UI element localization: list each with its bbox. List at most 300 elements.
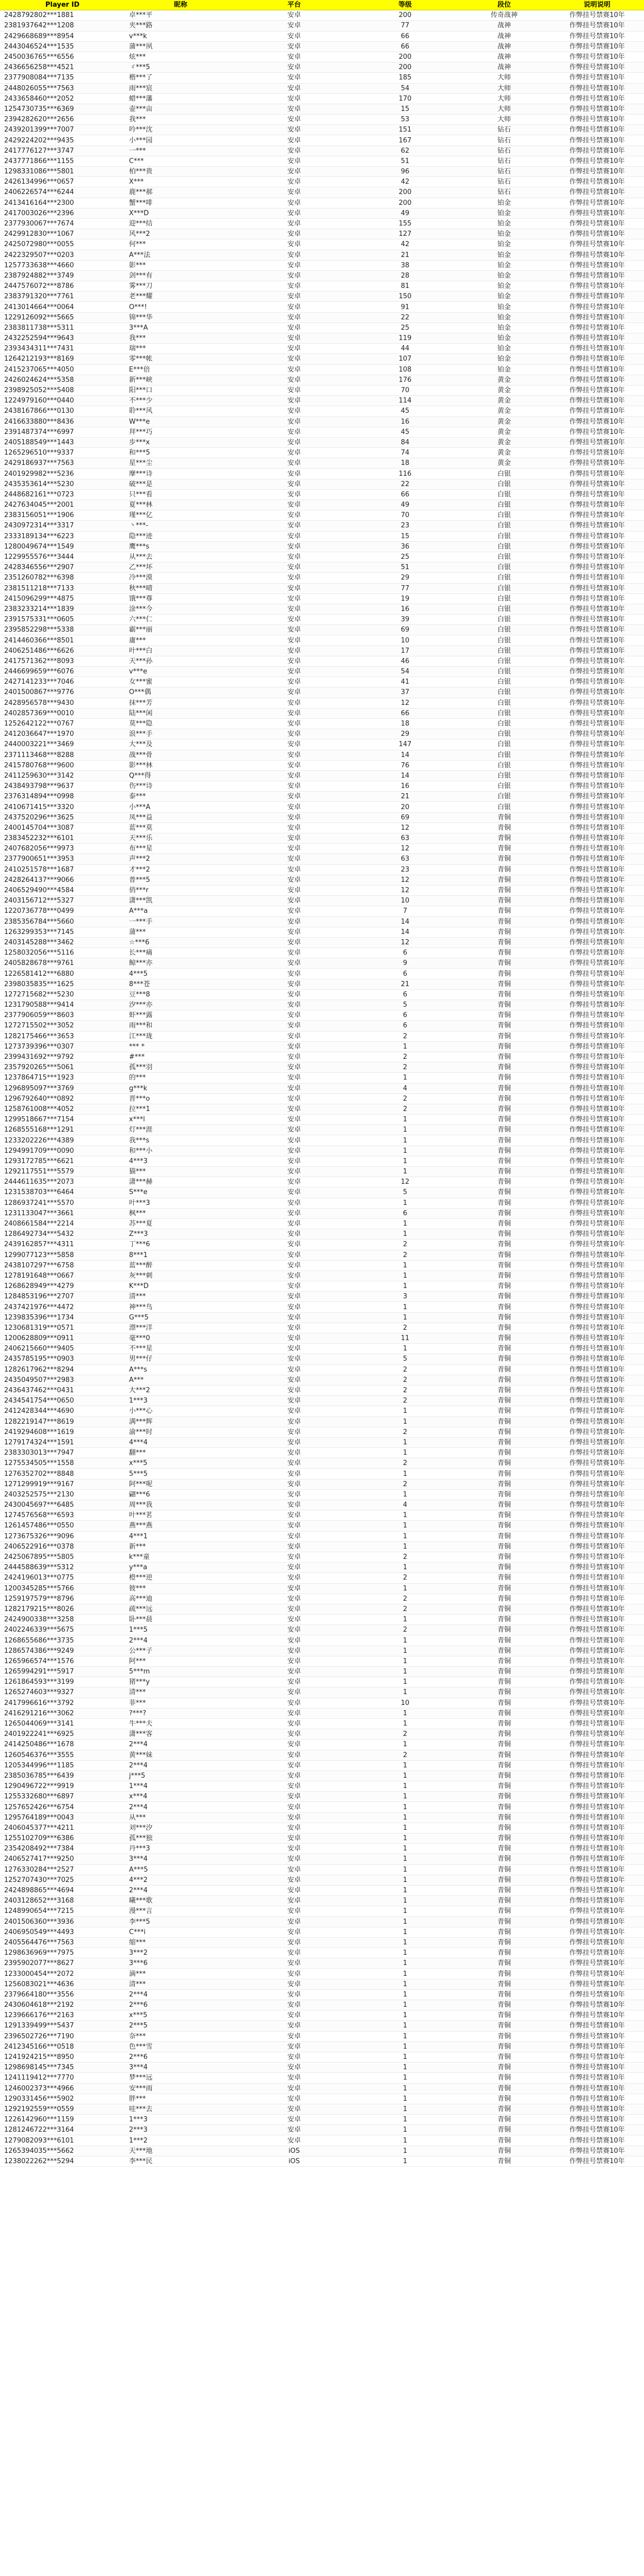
cell-nickname[interactable]: 渝***时 — [125, 1427, 236, 1437]
cell-note[interactable]: 作弊挂号禁赛10年 — [550, 1448, 644, 1458]
cell-note[interactable]: 作弊挂号禁赛10年 — [550, 2041, 644, 2052]
cell-rank[interactable]: 青铜 — [458, 1583, 550, 1593]
cell-rank[interactable]: 青铜 — [458, 916, 550, 927]
cell-player-id[interactable]: 2438167866***0130 — [0, 406, 125, 416]
cell-nickname[interactable]: 从*** — [125, 1812, 236, 1823]
cell-level[interactable]: 1 — [352, 1563, 458, 1573]
cell-level[interactable]: 1 — [352, 1667, 458, 1677]
table-row[interactable] — [0, 218, 644, 229]
cell-platform[interactable]: 安卓 — [236, 1469, 352, 1479]
cell-note[interactable]: 作弊挂号禁赛10年 — [550, 1469, 644, 1479]
cell-note[interactable]: 作弊挂号禁赛10年 — [550, 1260, 644, 1270]
cell-note[interactable]: 作弊挂号禁赛10年 — [550, 1031, 644, 1041]
cell-rank[interactable]: 白银 — [458, 770, 550, 781]
table-row[interactable] — [0, 1615, 644, 1625]
table-row[interactable] — [0, 1385, 644, 1395]
cell-player-id[interactable]: 2428956578***9430 — [0, 698, 125, 708]
cell-note[interactable]: 作弊挂号禁赛10年 — [550, 1698, 644, 1708]
cell-platform[interactable]: 安卓 — [236, 10, 352, 21]
cell-note[interactable]: 作弊挂号禁赛10年 — [550, 1385, 644, 1395]
cell-note[interactable]: 作弊挂号禁赛10年 — [550, 437, 644, 447]
cell-rank[interactable]: 白银 — [458, 531, 550, 541]
cell-note[interactable]: 作弊挂号禁赛10年 — [550, 469, 644, 479]
cell-player-id[interactable]: 1291339499***5437 — [0, 2021, 125, 2031]
cell-player-id[interactable]: 1200628809***0911 — [0, 1333, 125, 1344]
cell-platform[interactable]: 安卓 — [236, 396, 352, 406]
cell-platform[interactable]: 安卓 — [236, 385, 352, 395]
cell-rank[interactable]: 青铜 — [458, 1604, 550, 1614]
cell-platform[interactable]: 安卓 — [236, 1052, 352, 1062]
cell-player-id[interactable]: 2354208492***7384 — [0, 1844, 125, 1854]
cell-player-id[interactable]: 2429668689***8954 — [0, 31, 125, 41]
cell-player-id[interactable]: 2393434311***7431 — [0, 344, 125, 354]
cell-note[interactable]: 作弊挂号禁赛10年 — [550, 1177, 644, 1187]
cell-player-id[interactable]: 1298331086***5801 — [0, 167, 125, 177]
cell-nickname[interactable]: ☆***6 — [125, 937, 236, 947]
cell-rank[interactable]: 青铜 — [458, 1292, 550, 1302]
cell-rank[interactable]: 青铜 — [458, 1312, 550, 1323]
cell-note[interactable]: 作弊挂号禁赛10年 — [550, 687, 644, 698]
cell-nickname[interactable]: 男***仔 — [125, 1354, 236, 1364]
table-row[interactable] — [0, 83, 644, 93]
cell-note[interactable]: 作弊挂号禁赛10年 — [550, 396, 644, 406]
cell-player-id[interactable]: 2381511218***7133 — [0, 583, 125, 593]
cell-level[interactable]: 38 — [352, 260, 458, 270]
cell-nickname[interactable]: 破***是 — [125, 479, 236, 489]
cell-platform[interactable]: 安卓 — [236, 1364, 352, 1375]
cell-note[interactable]: 作弊挂号禁赛10年 — [550, 1792, 644, 1802]
cell-rank[interactable]: 青铜 — [458, 1083, 550, 1093]
table-row[interactable] — [0, 625, 644, 635]
cell-level[interactable]: 155 — [352, 218, 458, 229]
cell-nickname[interactable]: 霸***丽 — [125, 625, 236, 635]
table-row[interactable] — [0, 1052, 644, 1062]
cell-rank[interactable]: 青铜 — [458, 1979, 550, 1989]
cell-rank[interactable]: 青铜 — [458, 1375, 550, 1385]
table-row[interactable] — [0, 885, 644, 895]
cell-level[interactable]: 7 — [352, 906, 458, 916]
cell-level[interactable]: 69 — [352, 625, 458, 635]
cell-level[interactable]: 29 — [352, 573, 458, 583]
cell-note[interactable]: 作弊挂号禁赛10年 — [550, 2094, 644, 2104]
cell-platform[interactable]: 安卓 — [236, 1583, 352, 1593]
table-row[interactable] — [0, 896, 644, 906]
cell-level[interactable]: 18 — [352, 458, 458, 469]
cell-level[interactable]: 1 — [352, 1917, 458, 1927]
cell-level[interactable]: 1 — [352, 1656, 458, 1666]
cell-rank[interactable]: 青铜 — [458, 2041, 550, 2052]
table-row[interactable] — [0, 1437, 644, 1447]
cell-rank[interactable]: 青铜 — [458, 823, 550, 833]
cell-note[interactable]: 作弊挂号禁赛10年 — [550, 1521, 644, 1531]
cell-platform[interactable]: 安卓 — [236, 1187, 352, 1198]
cell-rank[interactable]: 青铜 — [458, 1260, 550, 1270]
cell-note[interactable]: 作弊挂号禁赛10年 — [550, 2104, 644, 2114]
cell-nickname[interactable]: C***i — [125, 1927, 236, 1937]
cell-platform[interactable]: 安卓 — [236, 1489, 352, 1500]
cell-level[interactable]: 63 — [352, 854, 458, 864]
cell-note[interactable]: 作弊挂号禁赛10年 — [550, 208, 644, 218]
cell-player-id[interactable]: 1257733638***4660 — [0, 260, 125, 270]
table-row[interactable] — [0, 1292, 644, 1302]
cell-platform[interactable]: 安卓 — [236, 1448, 352, 1458]
cell-level[interactable]: 1 — [352, 1635, 458, 1646]
table-row[interactable] — [0, 1573, 644, 1583]
cell-level[interactable]: 51 — [352, 562, 458, 573]
cell-note[interactable]: 作弊挂号禁赛10年 — [550, 229, 644, 239]
cell-player-id[interactable]: 2426134996***0657 — [0, 177, 125, 187]
table-row[interactable] — [0, 802, 644, 812]
table-row[interactable] — [0, 187, 644, 198]
cell-note[interactable]: 作弊挂号禁赛10年 — [550, 1312, 644, 1323]
cell-player-id[interactable]: 2425072980***0055 — [0, 239, 125, 250]
cell-platform[interactable]: 安卓 — [236, 562, 352, 573]
cell-nickname[interactable]: 牛***夫 — [125, 1718, 236, 1729]
cell-platform[interactable]: 安卓 — [236, 270, 352, 281]
cell-player-id[interactable]: 1292192559***0559 — [0, 2104, 125, 2114]
cell-note[interactable]: 作弊挂号禁赛10年 — [550, 385, 644, 395]
cell-platform[interactable]: 安卓 — [236, 916, 352, 927]
cell-platform[interactable]: 安卓 — [236, 1604, 352, 1614]
cell-player-id[interactable]: 1255332680***6897 — [0, 1792, 125, 1802]
cell-level[interactable]: 2 — [352, 1250, 458, 1260]
cell-nickname[interactable]: 莫***隐 — [125, 718, 236, 729]
cell-level[interactable]: 1 — [352, 1260, 458, 1270]
cell-nickname[interactable]: 剑***有 — [125, 270, 236, 281]
cell-rank[interactable]: 青铜 — [458, 2063, 550, 2073]
cell-rank[interactable]: 白银 — [458, 656, 550, 666]
table-row[interactable] — [0, 1563, 644, 1573]
cell-platform[interactable]: 安卓 — [236, 2010, 352, 2021]
cell-player-id[interactable]: 1265966574***1576 — [0, 1656, 125, 1666]
cell-player-id[interactable]: 1279082093***6101 — [0, 2135, 125, 2146]
cell-note[interactable]: 作弊挂号禁赛10年 — [550, 1844, 644, 1854]
cell-level[interactable]: 1 — [352, 1864, 458, 1875]
cell-rank[interactable]: 青铜 — [458, 1896, 550, 1906]
cell-player-id[interactable]: 2448682161***0723 — [0, 489, 125, 500]
cell-note[interactable]: 作弊挂号禁赛10年 — [550, 2156, 644, 2166]
cell-note[interactable]: 作弊挂号禁赛10年 — [550, 510, 644, 521]
cell-platform[interactable]: 安卓 — [236, 1802, 352, 1812]
table-row[interactable] — [0, 2125, 644, 2135]
table-row[interactable] — [0, 1500, 644, 1510]
cell-note[interactable]: 作弊挂号禁赛10年 — [550, 1416, 644, 1427]
cell-rank[interactable]: 青铜 — [458, 2000, 550, 2010]
cell-note[interactable]: 作弊挂号禁赛10年 — [550, 948, 644, 958]
cell-rank[interactable]: 白银 — [458, 521, 550, 531]
table-row[interactable] — [0, 1740, 644, 1750]
cell-platform[interactable]: 安卓 — [236, 1406, 352, 1416]
cell-level[interactable]: 41 — [352, 677, 458, 687]
cell-player-id[interactable]: 1263299353***7145 — [0, 927, 125, 937]
cell-rank[interactable]: 青铜 — [458, 2083, 550, 2094]
cell-player-id[interactable]: 2357920265***5061 — [0, 1062, 125, 1073]
cell-player-id[interactable]: 2438107297***6758 — [0, 1260, 125, 1270]
table-row[interactable] — [0, 2104, 644, 2114]
cell-rank[interactable]: 青铜 — [458, 2104, 550, 2114]
cell-note[interactable]: 作弊挂号禁赛10年 — [550, 239, 644, 250]
cell-player-id[interactable]: 2391487374***6997 — [0, 427, 125, 437]
cell-player-id[interactable]: 2429224202***9435 — [0, 135, 125, 146]
cell-note[interactable]: 作弊挂号禁赛10年 — [550, 1010, 644, 1021]
cell-rank[interactable]: 铂金 — [458, 323, 550, 333]
cell-nickname[interactable]: 孤***羽 — [125, 1062, 236, 1073]
cell-player-id[interactable]: 1233202226***4389 — [0, 1135, 125, 1146]
cell-platform[interactable]: 安卓 — [236, 864, 352, 875]
cell-nickname[interactable]: 抹***芳 — [125, 698, 236, 708]
cell-player-id[interactable]: 2430972314***3317 — [0, 521, 125, 531]
cell-level[interactable]: 2 — [352, 1062, 458, 1073]
cell-level[interactable]: 22 — [352, 312, 458, 323]
cell-nickname[interactable]: 3***A — [125, 323, 236, 333]
cell-level[interactable]: 6 — [352, 1208, 458, 1218]
cell-level[interactable]: 18 — [352, 718, 458, 729]
table-row[interactable] — [0, 969, 644, 979]
cell-nickname[interactable]: 满***辉 — [125, 1416, 236, 1427]
cell-nickname[interactable]: 2***6 — [125, 2052, 236, 2062]
table-row[interactable] — [0, 396, 644, 406]
table-row[interactable] — [0, 989, 644, 1000]
table-row[interactable] — [0, 1073, 644, 1083]
table-row[interactable] — [0, 1750, 644, 1760]
cell-nickname[interactable]: 2***4 — [125, 1885, 236, 1895]
cell-rank[interactable]: 青铜 — [458, 1667, 550, 1677]
cell-level[interactable]: 1 — [352, 1677, 458, 1687]
cell-nickname[interactable]: 李***民 — [125, 2156, 236, 2166]
cell-nickname[interactable]: 2***4 — [125, 1760, 236, 1770]
table-row[interactable] — [0, 250, 644, 260]
cell-platform[interactable]: 安卓 — [236, 135, 352, 146]
cell-nickname[interactable]: 晋***o — [125, 1093, 236, 1104]
cell-note[interactable]: 作弊挂号禁赛10年 — [550, 1427, 644, 1437]
table-row[interactable] — [0, 1208, 644, 1218]
table-row[interactable] — [0, 1167, 644, 1177]
cell-level[interactable]: 1 — [352, 1041, 458, 1052]
cell-player-id[interactable]: 2428264137***9066 — [0, 875, 125, 885]
cell-nickname[interactable]: 陆***闲 — [125, 708, 236, 718]
table-row[interactable] — [0, 1760, 644, 1770]
cell-note[interactable]: 作弊挂号禁赛10年 — [550, 500, 644, 510]
table-row[interactable] — [0, 1031, 644, 1041]
table-row[interactable] — [0, 1593, 644, 1604]
cell-platform[interactable]: 安卓 — [236, 615, 352, 625]
table-row[interactable] — [0, 1115, 644, 1125]
cell-player-id[interactable]: 2411259630***3142 — [0, 770, 125, 781]
table-row[interactable] — [0, 2010, 644, 2021]
cell-nickname[interactable]: 汐***亦 — [125, 1000, 236, 1010]
cell-rank[interactable]: 青铜 — [458, 2146, 550, 2156]
cell-player-id[interactable]: 2429186937***7563 — [0, 458, 125, 469]
cell-rank[interactable]: 白银 — [458, 510, 550, 521]
cell-rank[interactable]: 青铜 — [458, 2031, 550, 2041]
table-row[interactable] — [0, 41, 644, 52]
cell-note[interactable]: 作弊挂号禁赛10年 — [550, 698, 644, 708]
cell-level[interactable]: 5 — [352, 1354, 458, 1364]
cell-player-id[interactable]: 1220736778***0499 — [0, 906, 125, 916]
cell-platform[interactable]: 安卓 — [236, 1292, 352, 1302]
cell-nickname[interactable]: 漫***言 — [125, 1906, 236, 1917]
cell-player-id[interactable]: 2443046524***1535 — [0, 41, 125, 52]
cell-player-id[interactable]: 2444588639***5312 — [0, 1563, 125, 1573]
cell-nickname[interactable]: 安***雨 — [125, 2083, 236, 2094]
cell-platform[interactable]: 安卓 — [236, 1833, 352, 1844]
cell-platform[interactable]: 安卓 — [236, 1083, 352, 1093]
cell-rank[interactable]: 青铜 — [458, 1521, 550, 1531]
cell-nickname[interactable]: 神***鸟 — [125, 1302, 236, 1312]
cell-nickname[interactable]: 小***园 — [125, 135, 236, 146]
cell-player-id[interactable]: 2406251486***6626 — [0, 646, 125, 656]
cell-player-id[interactable]: 2416633880***8436 — [0, 416, 125, 427]
table-row[interactable] — [0, 2146, 644, 2156]
cell-rank[interactable]: 青铜 — [458, 1510, 550, 1521]
cell-level[interactable]: 176 — [352, 375, 458, 385]
cell-platform[interactable]: 安卓 — [236, 323, 352, 333]
cell-note[interactable]: 作弊挂号禁赛10年 — [550, 1208, 644, 1218]
cell-player-id[interactable]: 2391575331***0605 — [0, 615, 125, 625]
cell-player-id[interactable]: 2417571362***8093 — [0, 656, 125, 666]
cell-platform[interactable]: 安卓 — [236, 2063, 352, 2073]
cell-level[interactable]: 108 — [352, 364, 458, 375]
cell-platform[interactable]: 安卓 — [236, 218, 352, 229]
cell-nickname[interactable]: 曦***歌 — [125, 1896, 236, 1906]
cell-level[interactable]: 74 — [352, 448, 458, 458]
cell-rank[interactable]: 白银 — [458, 646, 550, 656]
cell-player-id[interactable]: 1265274603***9327 — [0, 1687, 125, 1698]
cell-note[interactable]: 作弊挂号禁赛10年 — [550, 1531, 644, 1541]
cell-rank[interactable]: 铂金 — [458, 292, 550, 302]
cell-note[interactable]: 作弊挂号禁赛10年 — [550, 604, 644, 614]
cell-level[interactable]: 1 — [352, 1615, 458, 1625]
cell-rank[interactable]: 白银 — [458, 562, 550, 573]
cell-note[interactable]: 作弊挂号禁赛10年 — [550, 2125, 644, 2135]
cell-player-id[interactable]: 1237864715***1923 — [0, 1073, 125, 1083]
cell-level[interactable]: 6 — [352, 969, 458, 979]
table-row[interactable] — [0, 1062, 644, 1073]
cell-level[interactable]: 42 — [352, 239, 458, 250]
cell-note[interactable]: 作弊挂号禁赛10年 — [550, 1135, 644, 1146]
cell-player-id[interactable]: 2377906059***8603 — [0, 1010, 125, 1021]
cell-rank[interactable]: 白银 — [458, 635, 550, 646]
cell-nickname[interactable]: 江***珑 — [125, 1031, 236, 1041]
table-row[interactable] — [0, 62, 644, 73]
cell-nickname[interactable]: O***偶 — [125, 687, 236, 698]
cell-rank[interactable]: 青铜 — [458, 844, 550, 854]
cell-platform[interactable]: 安卓 — [236, 1958, 352, 1969]
cell-platform[interactable]: 安卓 — [236, 1552, 352, 1562]
cell-rank[interactable]: 青铜 — [458, 1135, 550, 1146]
cell-nickname[interactable]: ?***? — [125, 1708, 236, 1718]
cell-rank[interactable]: 青铜 — [458, 1563, 550, 1573]
cell-level[interactable]: 15 — [352, 531, 458, 541]
cell-note[interactable]: 作弊挂号禁赛10年 — [550, 1604, 644, 1614]
cell-note[interactable]: 作弊挂号禁赛10年 — [550, 1875, 644, 1885]
cell-nickname[interactable]: 叶***茗 — [125, 1510, 236, 1521]
table-row[interactable] — [0, 115, 644, 125]
cell-player-id[interactable]: 1261864593***3199 — [0, 1677, 125, 1687]
cell-rank[interactable]: 青铜 — [458, 2135, 550, 2146]
cell-player-id[interactable]: 2379664180***3556 — [0, 1989, 125, 2000]
cell-level[interactable]: 91 — [352, 302, 458, 312]
cell-rank[interactable]: 白银 — [458, 781, 550, 792]
cell-player-id[interactable]: 2376314894***0998 — [0, 792, 125, 802]
cell-platform[interactable]: 安卓 — [236, 302, 352, 312]
cell-rank[interactable]: 青铜 — [458, 1396, 550, 1406]
cell-platform[interactable]: 安卓 — [236, 1667, 352, 1677]
cell-platform[interactable]: 安卓 — [236, 2021, 352, 2031]
table-row[interactable] — [0, 1093, 644, 1104]
table-row[interactable] — [0, 1937, 644, 1947]
cell-note[interactable]: 作弊挂号禁赛10年 — [550, 135, 644, 146]
cell-platform[interactable]: 安卓 — [236, 729, 352, 739]
cell-level[interactable]: 1 — [352, 1906, 458, 1917]
cell-rank[interactable]: 青铜 — [458, 1333, 550, 1344]
cell-platform[interactable]: 安卓 — [236, 1062, 352, 1073]
cell-note[interactable]: 作弊挂号禁赛10年 — [550, 479, 644, 489]
cell-platform[interactable]: 安卓 — [236, 1385, 352, 1395]
cell-note[interactable]: 作弊挂号禁赛10年 — [550, 583, 644, 593]
cell-note[interactable]: 作弊挂号禁赛10年 — [550, 62, 644, 73]
cell-note[interactable]: 作弊挂号禁赛10年 — [550, 1979, 644, 1989]
table-row[interactable] — [0, 1531, 644, 1541]
cell-platform[interactable]: 安卓 — [236, 250, 352, 260]
cell-platform[interactable]: 安卓 — [236, 667, 352, 677]
cell-player-id[interactable]: 2400145704***3087 — [0, 823, 125, 833]
cell-player-id[interactable]: 2434541754***0650 — [0, 1396, 125, 1406]
cell-rank[interactable]: 战神 — [458, 41, 550, 52]
cell-level[interactable]: 1 — [352, 1958, 458, 1969]
cell-note[interactable]: 作弊挂号禁赛10年 — [550, 312, 644, 323]
cell-platform[interactable]: 安卓 — [236, 1792, 352, 1802]
cell-note[interactable]: 作弊挂号禁赛10年 — [550, 1239, 644, 1250]
cell-rank[interactable]: 青铜 — [458, 969, 550, 979]
cell-level[interactable]: 185 — [352, 73, 458, 83]
cell-rank[interactable]: 白银 — [458, 729, 550, 739]
cell-level[interactable]: 200 — [352, 52, 458, 62]
table-row[interactable] — [0, 146, 644, 156]
cell-rank[interactable]: 青铜 — [458, 1573, 550, 1583]
cell-nickname[interactable]: 瑞*** — [125, 344, 236, 354]
cell-note[interactable]: 作弊挂号禁赛10年 — [550, 875, 644, 885]
cell-nickname[interactable]: 雨***和 — [125, 1021, 236, 1031]
cell-nickname[interactable]: 蒲*** — [125, 927, 236, 937]
cell-rank[interactable]: 白银 — [458, 469, 550, 479]
cell-nickname[interactable]: 六***仁 — [125, 615, 236, 625]
table-row[interactable] — [0, 729, 644, 739]
cell-rank[interactable]: 白银 — [458, 677, 550, 687]
cell-rank[interactable]: 青铜 — [458, 1385, 550, 1395]
cell-note[interactable]: 作弊挂号禁赛10年 — [550, 458, 644, 469]
cell-rank[interactable]: 青铜 — [458, 1406, 550, 1416]
cell-platform[interactable]: 安卓 — [236, 593, 352, 604]
table-row[interactable] — [0, 281, 644, 292]
cell-note[interactable]: 作弊挂号禁赛10年 — [550, 812, 644, 823]
cell-rank[interactable]: 钻石 — [458, 167, 550, 177]
cell-note[interactable]: 作弊挂号禁赛10年 — [550, 344, 644, 354]
cell-rank[interactable]: 白银 — [458, 489, 550, 500]
cell-level[interactable]: 2 — [352, 1323, 458, 1333]
cell-note[interactable]: 作弊挂号禁赛10年 — [550, 1937, 644, 1947]
cell-level[interactable]: 1 — [352, 1312, 458, 1323]
cell-nickname[interactable]: 迎***结 — [125, 218, 236, 229]
table-row[interactable] — [0, 854, 644, 864]
cell-note[interactable]: 作弊挂号禁赛10年 — [550, 2083, 644, 2094]
cell-platform[interactable]: 安卓 — [236, 833, 352, 844]
cell-rank[interactable]: 青铜 — [458, 1427, 550, 1437]
cell-nickname[interactable]: 我*** — [125, 115, 236, 125]
cell-player-id[interactable]: 2438493798***9637 — [0, 781, 125, 792]
cell-level[interactable]: 17 — [352, 646, 458, 656]
cell-rank[interactable]: 青铜 — [458, 1177, 550, 1187]
